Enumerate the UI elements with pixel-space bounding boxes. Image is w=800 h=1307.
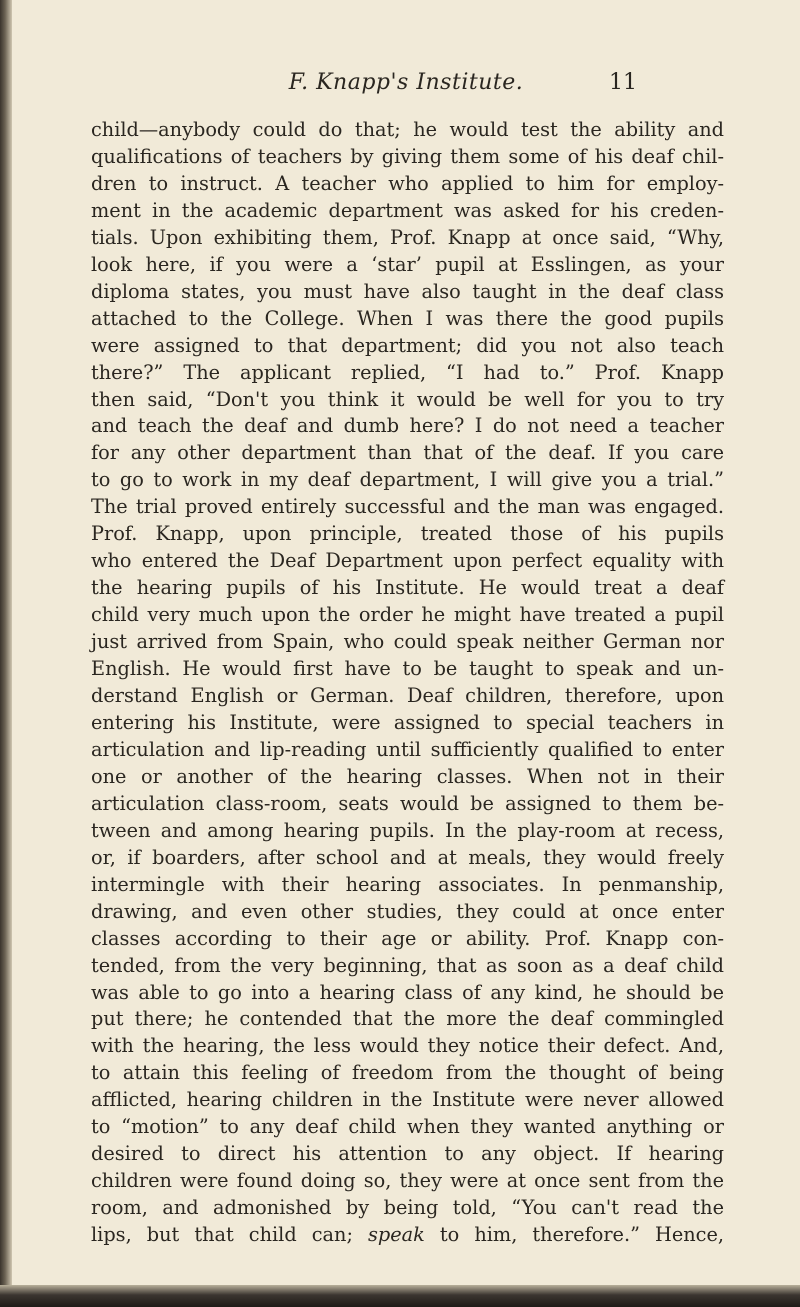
text-line: to “motion” to any deaf child when they wanted anything or <box>91 1115 724 1139</box>
text-line: to attain this feeling of freedom from the thought of being <box>91 1061 724 1085</box>
text-line: English. He would first have to be taught to speak and un- <box>91 657 724 681</box>
book-spine-shadow <box>0 0 12 1307</box>
text-line: afflicted, hearing children in the Institute were never allowed <box>91 1088 724 1112</box>
text-line: lips, but that child can; speak to him, therefore.” Hence, <box>91 1223 724 1247</box>
text-line: for any other department than that of the deaf. If you care <box>91 441 724 465</box>
text-line: and teach the deaf and dumb here? I do not need a teacher <box>91 414 724 438</box>
text-line: drawing, and even other studies, they could at once enter <box>91 899 724 923</box>
text-line: child—anybody could do that; he would test the ability and <box>91 118 724 141</box>
text-line: look here, if you were a ‘star’ pupil at Esslingen, as your <box>91 252 724 276</box>
page-bottom-edge <box>0 1285 800 1307</box>
running-title: F. Knapp's Institute. <box>288 70 524 95</box>
text-line: who entered the Deaf Department upon perfect equality with <box>91 549 724 573</box>
text-line: dren to instruct. A teacher who applied to him for employ- <box>91 171 724 195</box>
text-line: was able to go into a hearing class of any kind, he should be <box>91 980 724 1004</box>
body-text <box>91 117 724 1249</box>
text-line: intermingle with their hearing associates. In penmanship, <box>91 872 724 896</box>
text-line: Prof. Knapp, upon principle, treated those of his pupils <box>91 522 724 546</box>
text-line: with the hearing, the less would they notice their defect. And, <box>91 1034 724 1058</box>
page-number: 11 <box>609 70 637 95</box>
text-line: were assigned to that department; did you not also teach <box>91 333 724 357</box>
text-line: room, and admonished by being told, “You can't read the <box>91 1196 724 1220</box>
text-line: then said, “Don't you think it would be well for you to try <box>91 387 724 411</box>
text-line: tials. Upon exhibiting them, Prof. Knapp at once said, “Why, <box>91 225 724 249</box>
text-line: entering his Institute, were assigned to special teachers in <box>91 710 724 734</box>
book-page <box>12 0 800 1307</box>
text-line: qualifications of teachers by giving them some of his deaf chil- <box>91 144 724 168</box>
text-line: tended, from the very beginning, that as soon as a deaf child <box>91 953 724 977</box>
text-line: desired to direct his attention to any object. If hearing <box>91 1142 724 1166</box>
text-line: tween and among hearing pupils. In the play-room at recess, <box>91 818 724 842</box>
emphasis: speak <box>368 1223 425 1247</box>
text-line: children were found doing so, they were at once sent from the <box>91 1169 724 1193</box>
text-line: to go to work in my deaf department, I will give you a trial.” <box>91 468 724 492</box>
text-line: articulation class-room, seats would be assigned to them be- <box>91 791 724 815</box>
text-line: The trial proved entirely successful and the man was engaged. <box>91 495 724 519</box>
text-line: diploma states, you must have also taught in the deaf class <box>91 279 724 303</box>
text-line: one or another of the hearing classes. When not in their <box>91 764 724 788</box>
page-header <box>12 70 800 104</box>
text-line: attached to the College. When I was there the good pupils <box>91 306 724 330</box>
text-line: there?” The applicant replied, “I had to.” Prof. Knapp <box>91 360 724 384</box>
text-line: classes according to their age or ability. Prof. Knapp con- <box>91 926 724 950</box>
text-line: articulation and lip-reading until sufficiently qualified to enter <box>91 737 724 761</box>
text-line: put there; he contended that the more the deaf commingled <box>91 1007 724 1031</box>
text-line: ment in the academic department was asked for his creden- <box>91 198 724 222</box>
text-line: just arrived from Spain, who could speak neither German nor <box>91 630 724 654</box>
text-line: derstand English or German. Deaf children, therefore, upon <box>91 684 724 708</box>
text-line: or, if boarders, after school and at meals, they would freely <box>91 845 724 869</box>
text-line: child very much upon the order he might have treated a pupil <box>91 603 724 627</box>
text-line: the hearing pupils of his Institute. He would treat a deaf <box>91 576 724 600</box>
